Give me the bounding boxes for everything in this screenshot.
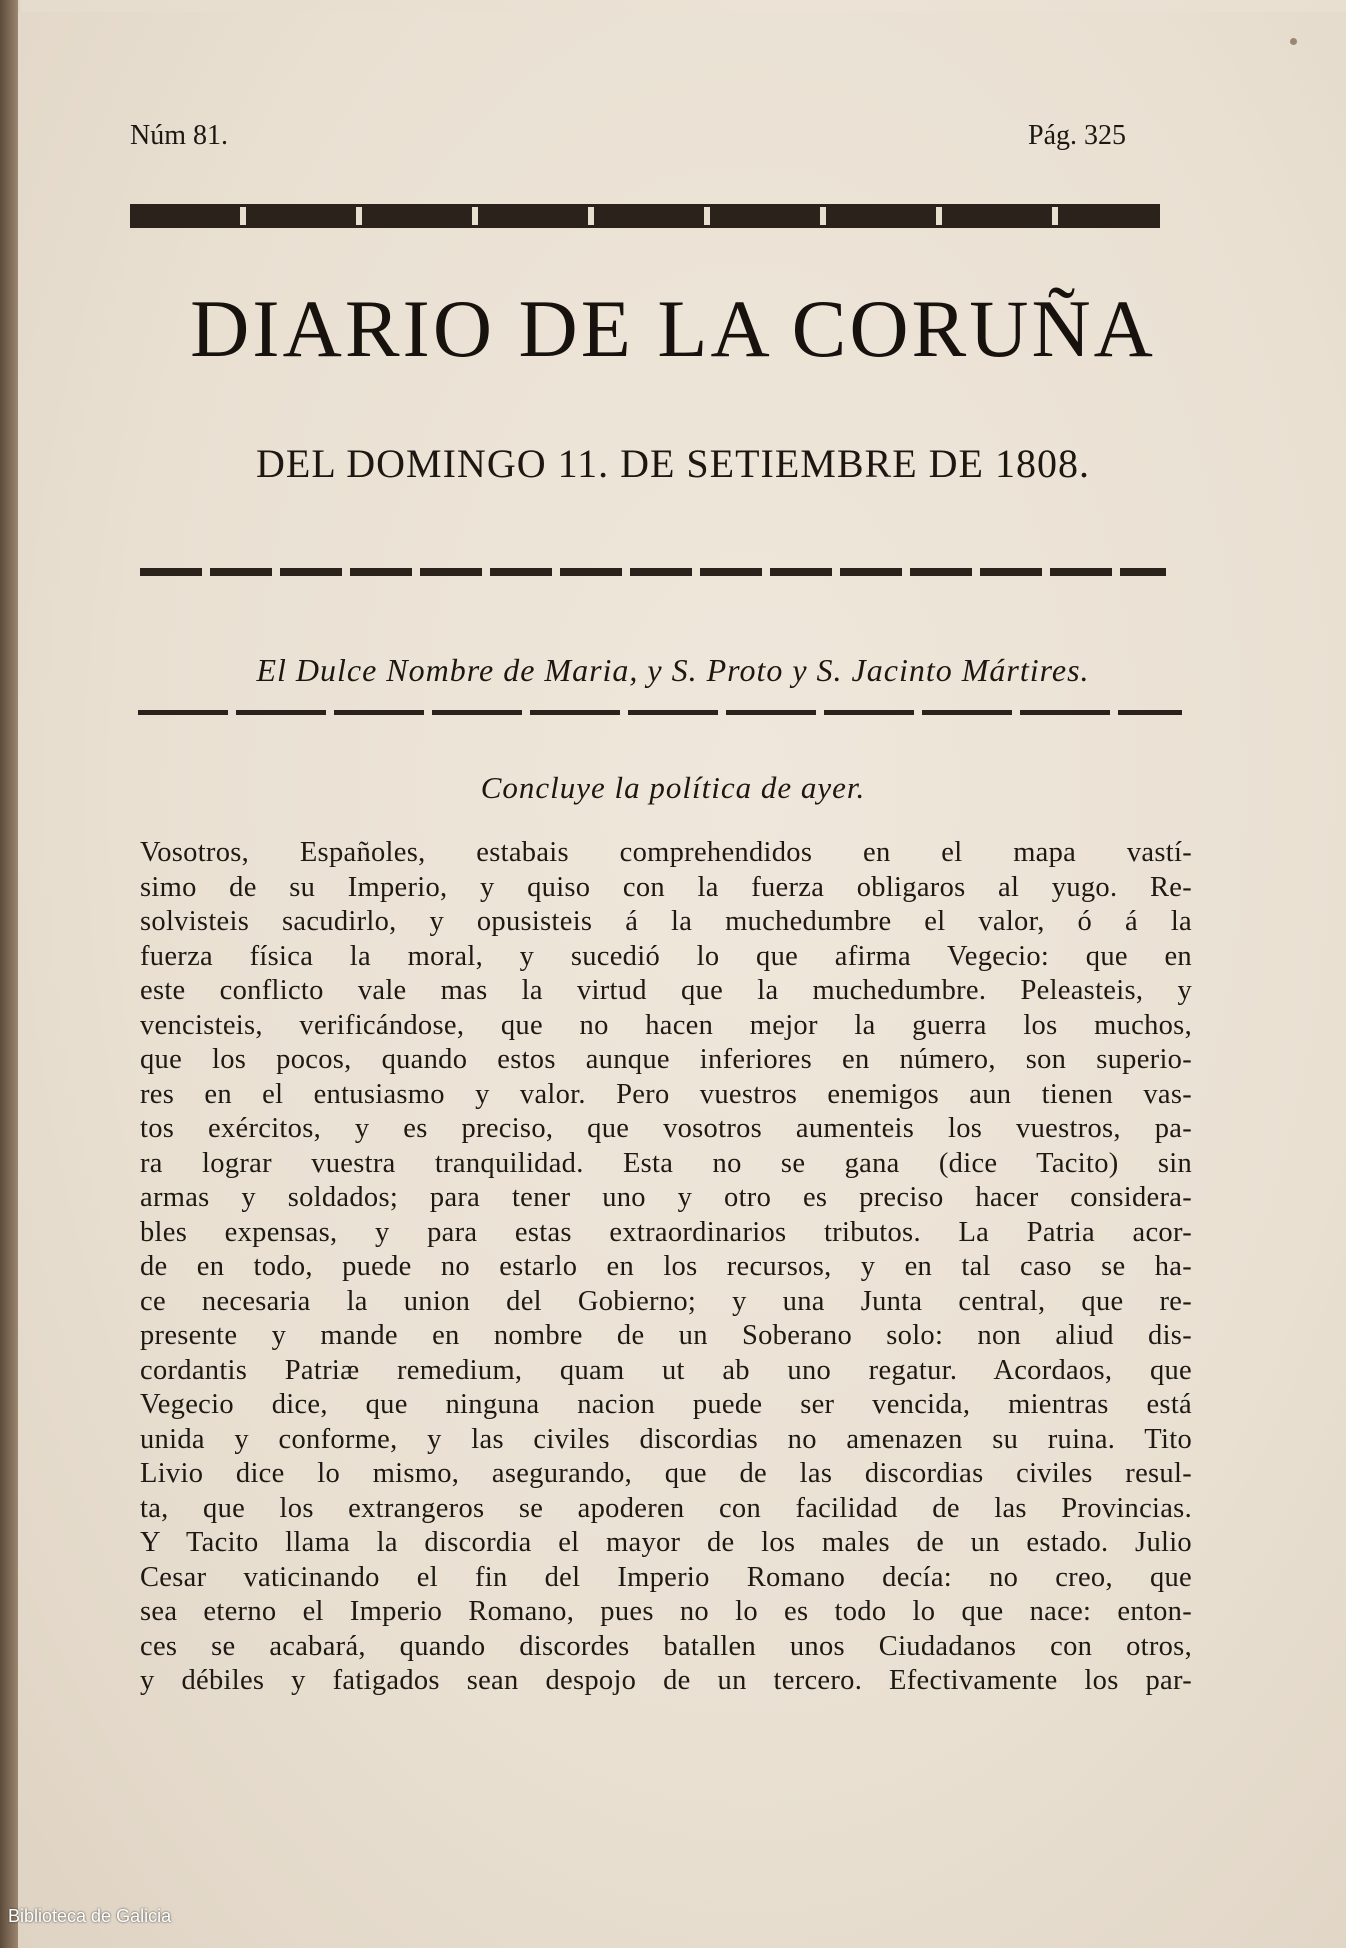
article-line: ce necesaria la union del Gobierno; y una Junta central, que re-: [140, 1285, 1192, 1317]
article-line: ces se acabará, quando discordes batallen unos Ciudadanos con otros,: [140, 1630, 1192, 1662]
dateline: DEL DOMINGO 11. DE SETIEMBRE DE 1808.: [256, 441, 1090, 486]
article-line: y débiles y fatigados sean despojo de un tercero. Efectivamente los par-: [140, 1665, 1192, 1696]
saints-of-day: El Dulce Nombre de Maria, y S. Proto y S. Jacinto Mártires.: [256, 652, 1090, 688]
article-line: fuerza física la moral, y sucedió lo que afirma Vegecio: que en: [140, 940, 1192, 972]
article-line: Livio dice lo mismo, asegurando, que de las discordias civiles resul-: [140, 1458, 1192, 1489]
article-line: Cesar vaticinando el fin del Imperio Romano decía: no creo, que: [140, 1561, 1192, 1593]
article-line: bles expensas, y para estas extraordinarios tributos. La Patria acor-: [140, 1216, 1192, 1248]
saints-rule: [138, 710, 1182, 715]
article-line: solvisteis sacudirlo, y opusisteis á la muchedumbre el valor, ó á la: [140, 906, 1192, 937]
article-line: presente y mande en nombre de un Soberano solo: non aliud dis-: [140, 1320, 1192, 1351]
article-line: Y Tacito llama la discordia el mayor de los males de un estado. Julio: [140, 1527, 1192, 1558]
issue-number: Núm 81.: [130, 120, 228, 151]
article-line: vencisteis, verificándose, que no hacen mejor la guerra los muchos,: [140, 1009, 1192, 1041]
article-line: de en todo, puede no estarlo en los recursos, y en tal caso se ha-: [140, 1251, 1192, 1282]
article-line: unida y conforme, y las civiles discordias no amenazen su ruina. Tito: [140, 1423, 1192, 1455]
article-line: tos exércitos, y es preciso, que vosotros aumenteis los vuestros, pa-: [140, 1113, 1192, 1144]
page-header: [130, 120, 1126, 170]
article-line: ta, que los extrangeros se apoderen con facilidad de las Provincias.: [140, 1492, 1192, 1524]
article-line: ra lograr vuestra tranquilidad. Esta no se gana (dice Tacito) sin: [140, 1147, 1192, 1179]
article-line: este conflicto vale mas la virtud que la muchedumbre. Peleasteis, y: [140, 975, 1192, 1006]
article-line: sea eterno el Imperio Romano, pues no lo es todo lo que nace: enton-: [140, 1596, 1192, 1627]
library-credit: Biblioteca de Galicia: [8, 1906, 172, 1926]
masthead-title: DIARIO DE LA CORUÑA: [190, 283, 1156, 374]
paper-spot: [1290, 38, 1297, 45]
article-line: Vegecio dice, que ninguna nacion puede ser vencida, mientras está: [140, 1389, 1192, 1420]
header-rule: [130, 204, 1160, 228]
article-line: res en el entusiasmo y valor. Pero vuestros enemigos aun tienen vas-: [140, 1078, 1192, 1110]
article-line: que los pocos, quando estos aunque inferiores en número, son superio-: [140, 1044, 1192, 1075]
article-line: Vosotros, Españoles, estabais comprehendidos en el mapa vastí-: [140, 837, 1192, 868]
dateline-rule: [140, 568, 1166, 576]
page-number: Pág. 325: [1028, 120, 1126, 151]
section-title: Concluye la política de ayer.: [480, 770, 866, 805]
article-line: simo de su Imperio, y quiso con la fuerza obligaros al yugo. Re-: [140, 871, 1192, 903]
article-body: [140, 836, 1192, 1699]
article-line: cordantis Patriæ remedium, quam ut ab uno regatur. Acordaos, que: [140, 1354, 1192, 1386]
article-line: armas y soldados; para tener uno y otro es preciso hacer considera-: [140, 1182, 1192, 1213]
